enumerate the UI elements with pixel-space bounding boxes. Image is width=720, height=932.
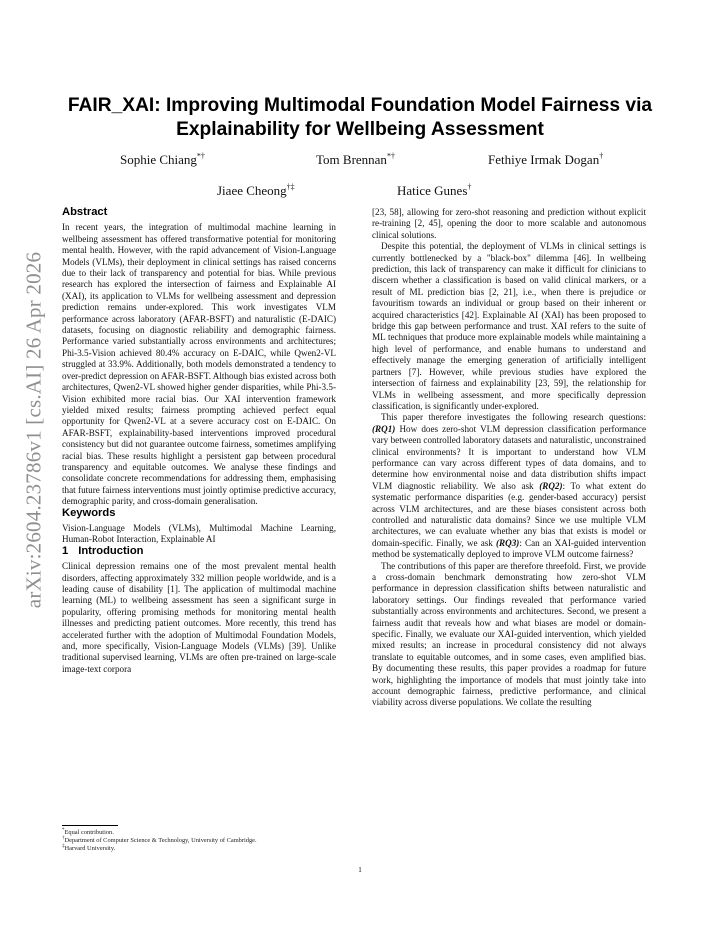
abstract-text: In recent years, the integration of multimodal machine learning in wellbeing assessment has offered transformative potential for monitoring mental health. However, with the rapid advancement of Vision-Language Models (VLMs), their deployment in clinical settings has raised concerns due to their lack of transparency and potential for bias. While previous research has explored the intersection of fairness and Explainable AI (XAI), its application to VLMs for wellbeing assessment and depression prediction remains under-explored. This work investigates VLM performance across laboratory (AFAR-BSFT) and naturalistic (E-DAIC) datasets, focusing on diagnostic reliability and demographic fairness. Performance varied substantially across environments and architectures; Phi-3.5-Vision achieved 80.4% accuracy on E-DAIC, while Qwen2-VL struggled at 33.9%. Additionally, both models demonstrated a tendency to over-predict depression on AFAR-BSFT. Although bias existed across both architectures, Qwen2-VL showed higher gender disparities, while Phi-3.5-Vision exhibited more racial bias. Our XAI intervention framework yielded mixed results; fairness prompting achieved perfect equal opportunity for Qwen2-VL at a severe accuracy cost on E-DAIC. On AFAR-BSFT, explainability-based interventions improved procedural consistency but did not guarantee outcome fairness, sometimes amplifying racial bias. These results highlight a persistent gap between procedural transparency and equitable outcomes. We analyse these findings and consolidate concrete recommendations for addressing them, emphasising that future fairness interventions must jointly optimise predictive accuracy, demographic parity, and cross-domain generalisation. (62, 222, 336, 507)
footnote-mark: * (62, 827, 65, 833)
author-list-row-2 (60, 183, 660, 199)
rq-lead-text: This paper therefore investigates the following research questions: (381, 412, 646, 423)
rq2-text: : To what extent do systematic performance disparities (e.g. gender-based accuracy) persist across VLM architectures, and are these biases consistent across both controlled and naturalistic data domains? Since we use multiple VLM architectures, we can evaluate whether any bias that exists is model or domain-specific. Finally, we ask (372, 480, 646, 548)
footnote-rule (62, 825, 118, 826)
author-name: Hatice Gunes (397, 183, 468, 198)
author-name: Tom Brennan (316, 152, 387, 167)
author-affiliation-mark: *† (196, 151, 205, 161)
introduction-paragraph-2: Despite this potential, the deployment of VLMs in clinical settings is currently bottlenecked by a "black-box" dilemma [46]. In wellbeing prediction, this lack of transparency can make it difficult for clinicians to discern whether a classification is based on valid clinical markers, or a result of ML prediction bias [2, 21], i.e., when there is prejudice or favouritism towards an individual or group based on their inherent or acquired characteristics [42]. Explainable AI (XAI) has been proposed to bridge this gap between performance and trust. XAI refers to the suite of ML techniques that produce more explainable models while maintaining a high level of performance, and enable humans to understand and effectively manage the emerging generation of artificially intelligent partners [7]. However, while previous studies have explored the intersection of fairness and explainability [23, 59], the relationship for VLMs in wellbeing assessment, and more specifically depression classification, is significantly under-explored. (372, 241, 646, 411)
page-number: 1 (358, 865, 362, 874)
footnote-text: Equal contribution. (64, 829, 114, 836)
footnote-harvard (62, 845, 336, 853)
rq2-label: (RQ2) (539, 480, 563, 491)
introduction-paragraph-1-continued: [23, 58], allowing for zero-shot reasoning and prediction without explicit re-training [2, 45], opening the door to more scalable and autonomous clinical solutions. (372, 207, 646, 240)
author-affiliation-mark: *† (386, 151, 395, 161)
keywords-heading: Keywords (62, 506, 116, 519)
paper-title: FAIR_XAI: Improving Multimodal Foundation Model Fairness via Explainability for Wellbeing Assessment (67, 95, 653, 140)
footnote-mark: † (62, 836, 65, 842)
author-name: Sophie Chiang (120, 152, 197, 167)
footnote-text: Harvard University. (64, 845, 116, 853)
rq3-text: : Can an XAI-guided intervention method be systematically deployed to improve VLM outcome fairness? (372, 537, 646, 560)
author-sophie-chiang (120, 152, 205, 168)
author-list (60, 152, 660, 168)
arxiv-identifier-text: arXiv:2604.23786v1 [cs.AI] 26 Apr 2026 (21, 251, 46, 609)
footnote-text: Department of Computer Science & Technology, University of Cambridge. (64, 837, 257, 845)
introduction-heading (62, 546, 336, 557)
section-title: Introduction (78, 544, 144, 557)
footnotes (62, 825, 336, 854)
author-affiliation-mark: † (599, 151, 604, 161)
author-fethiye-irmak-dogan (488, 152, 603, 168)
rq1-text: How does zero-shot VLM depression classification performance vary between controlled laboratory datasets and naturalistic, unconstrained clinical environments? It is important to understand how VLM performance can vary across different types of data domains, and to determine how environmental noise and data distribution shifts impact VLM diagnostic reliability. We also ask (372, 423, 646, 491)
section-number: 1 (62, 544, 69, 557)
arxiv-identifier-stamp (4, 150, 64, 710)
rq1-label: (RQ1) (372, 423, 396, 434)
author-jiaee-cheong (217, 183, 295, 199)
author-name: Fethiye Irmak Dogan (488, 152, 600, 167)
footnote-equal-contribution (62, 829, 336, 837)
left-column (62, 207, 336, 675)
introduction-paragraph-3 (372, 412, 646, 560)
rq3-label: (RQ3) (496, 537, 520, 548)
author-name: Jiaee Cheong (217, 183, 287, 198)
author-tom-brennan (316, 152, 395, 168)
author-affiliation-mark: †‡ (286, 182, 295, 192)
author-affiliation-mark: † (467, 182, 472, 192)
introduction-paragraph-1: Clinical depression remains one of the most prevalent mental health disorders, affecting approximately 332 million people worldwide, and is a leading cause of disability [1]. The application of multimodal machine learning (ML) to wellbeing assessment has seen a significant surge in popularity, offering promising methods for monitoring mental health illnesses and predicting patient outcomes. More recently, this trend has accelerated further with the adoption of Multimodal Foundation Models, and, more specifically, Vision-Language Models (VLMs) [39]. Unlike traditional supervised learning, VLMs are often pre-trained on large-scale image-text corpora (62, 561, 336, 674)
keywords-text: Vision-Language Models (VLMs), Multimodal Machine Learning, Human-Robot Interaction, Explainable AI (62, 522, 336, 545)
introduction-paragraph-4: The contributions of this paper are therefore threefold. First, we provide a cross-domain benchmark demonstrating how zero-shot VLM performance in depression classification shifts between naturalistic and laboratory settings. Our findings revealed that performance varied substantially across environments and architectures. Second, we present a fairness audit that reveals how and what biases are model or domain-specific. Finally, we evaluate our XAI-guided intervention, which yielded mixed results; an increase in procedural consistency did not always translate to equitable outcomes, and in some cases, even amplified bias. By documenting these results, this paper provides a roadmap for future work, highlighting the importance of models that must jointly take into account demographic fairness, predictive performance, and clinical viability across diverse populations. We collate the resulting (372, 560, 646, 708)
abstract-heading: Abstract (62, 206, 108, 218)
footnote-mark: ‡ (62, 844, 65, 850)
right-column (372, 207, 646, 709)
author-hatice-gunes (397, 183, 471, 199)
